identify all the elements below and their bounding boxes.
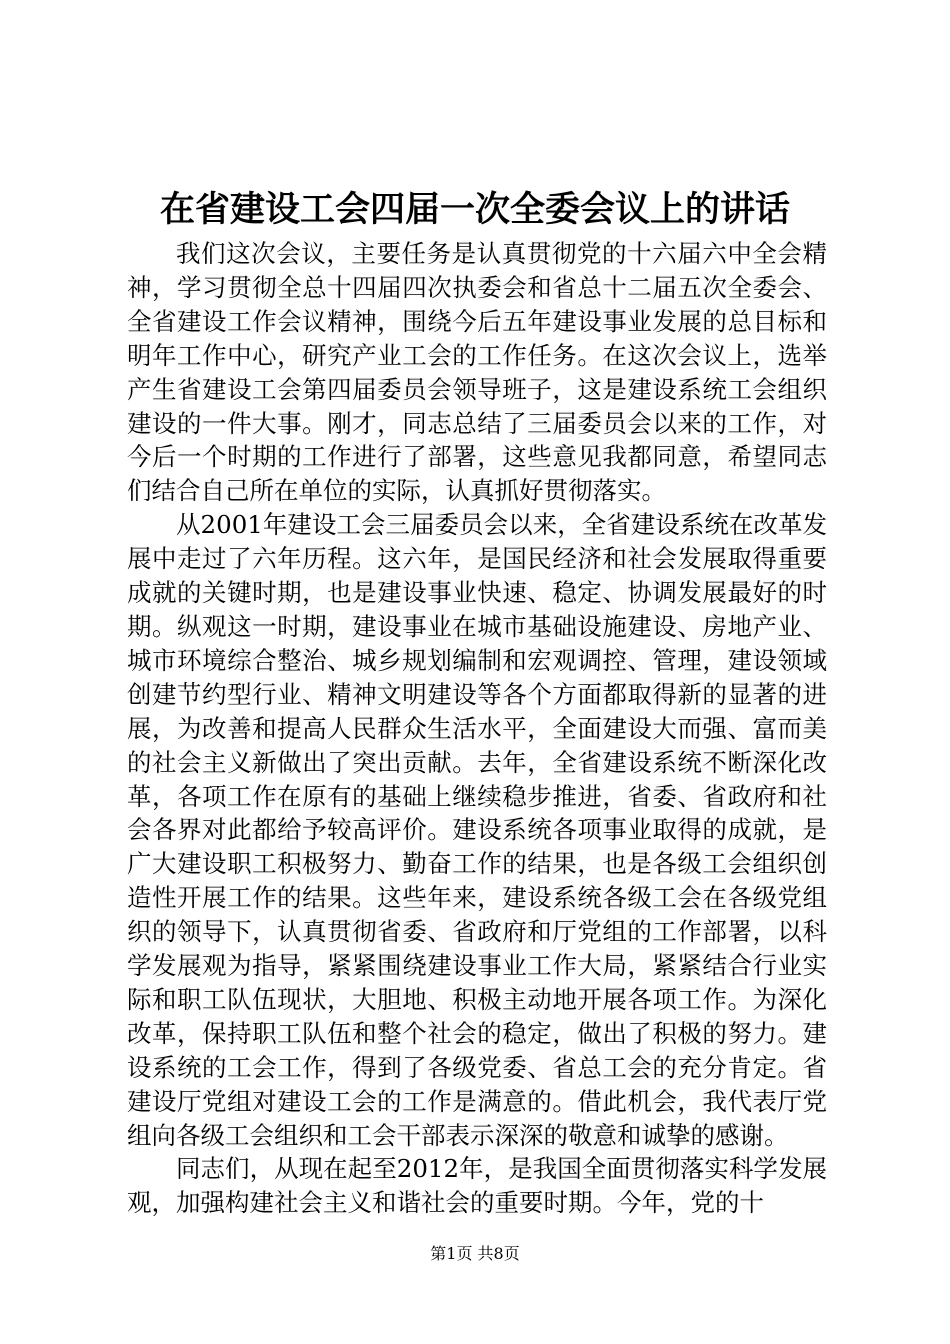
paragraph: 我们这次会议，主要任务是认真贯彻党的十六届六中全会精神，学习贯彻全总十四届四次执委会和省总十二届五次全委会、全省建设工作会议精神，围绕今后五年建设事业发展的总目标和明年工作中心，研究产业工会的工作任务。在这次会议上，选举产生省建设工会第四届委员会领导班子，这是建设系统工会组织建设的一件大事。刚才，同志总结了三届委员会以来的工作，对今后一个时期的工作进行了部署，这些意见我都同意，希望同志们结合自己所在单位的实际，认真抓好贯彻落实。	[127, 239, 827, 506]
document-body	[127, 237, 827, 1220]
paragraph: 从2001年建设工会三届委员会以来，全省建设系统在改革发展中走过了六年历程。这六年，是国民经济和社会发展取得重要成就的关键时期，也是建设事业快速、稳定、协调发展最好的时期。纵观这一时期，建设事业在城市基础设施建设、房地产业、城市环境综合整治、城乡规划编制和宏观调控、管理，建设领域创建节约型行业、精神文明建设等各个方面都取得新的显著的进展，为改善和提高人民群众生活水平，全面建设大而强、富而美的社会主义新做出了突出贡献。去年，全省建设系统不断深化改革，各项工作在原有的基础上继续稳步推进，省委、省政府和社会各界对此都给予较高评价。建设系统各项事业取得的成就，是广大建设职工积极努力、勤奋工作的结果，也是各级工会组织创造性开展工作的结果。这些年来，建设系统各级工会在各级党组织的领导下，认真贯彻省委、省政府和厅党组的工作部署，以科学发展观为指导，紧紧围绕建设事业工作大局，紧紧结合行业实际和职工队伍现状，大胆地、积极主动地开展各项工作。为深化改革，保持职工队伍和整个社会的稳定，做出了积极的努力。建设系统的工会工作，得到了各级党委、省总工会的充分肯定。省建设厅党组对建设工会的工作是满意的。借此机会，我代表厅党组向各级工会组织和工会干部表示深深的敬意和诚挚的感谢。	[127, 510, 827, 1150]
document-title: 在省建设工会四届一次全委会议上的讲话	[159, 189, 790, 230]
page-number-footer: 第1页 共8页	[430, 1244, 520, 1263]
paragraph: 同志们，从现在起至2012年，是我国全面贯彻落实科学发展观，加强构建社会主义和谐社会的重要时期。今年，党的十	[127, 1154, 827, 1218]
